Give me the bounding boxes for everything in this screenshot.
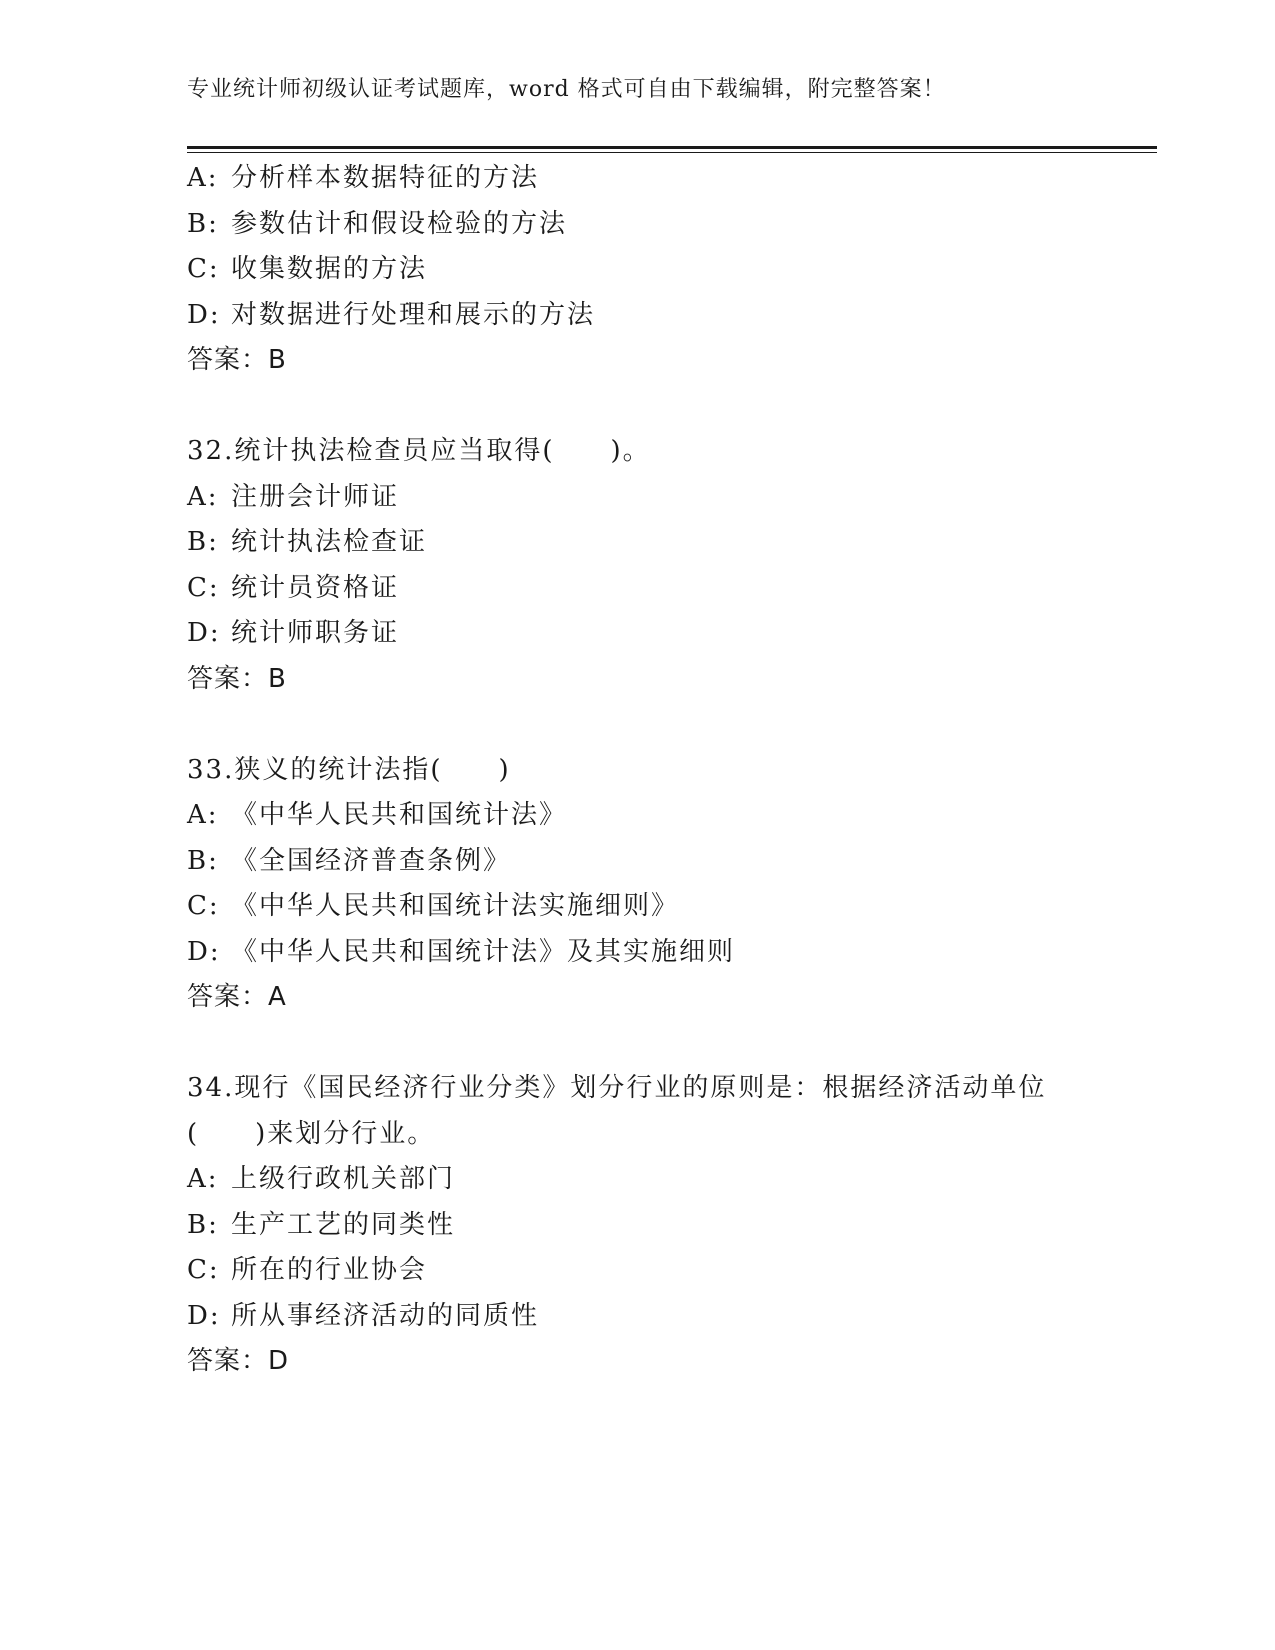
option-a — [187, 793, 1157, 839]
option-b — [187, 1203, 1157, 1249]
option-text: 《中华人民共和国统计法》及其实施细则 — [231, 936, 736, 967]
option-a — [187, 1157, 1157, 1203]
option-text: 《全国经济普查条例》 — [231, 845, 512, 876]
option-key: B: — [187, 845, 219, 876]
option-key: A: — [187, 481, 219, 512]
option-text: 收集数据的方法 — [231, 254, 428, 284]
answer-line: 答案：B — [187, 663, 287, 694]
option-c — [187, 566, 1157, 612]
option-c — [187, 1248, 1157, 1294]
answer-line: 答案：D — [187, 1346, 290, 1376]
option-d — [187, 1294, 1157, 1340]
option-key: A: — [187, 800, 219, 830]
option-key: C: — [187, 891, 220, 921]
option-text: 分析样本数据特征的方法 — [231, 163, 540, 193]
option-a — [187, 475, 1157, 521]
option-text: 参数估计和假设检验的方法 — [231, 208, 568, 239]
option-text: 统计师职务证 — [231, 618, 400, 648]
option-text: 《中华人民共和国统计法》 — [231, 800, 568, 830]
question-text: 33.狭义的统计法指( ) — [187, 754, 511, 785]
block-gap — [187, 384, 1157, 430]
option-c — [187, 884, 1157, 930]
option-key: D: — [187, 299, 221, 330]
question-block — [187, 1066, 1157, 1385]
option-text: 上级行政机关部门 — [231, 1164, 456, 1194]
header-rule-thin — [187, 152, 1157, 153]
question-block — [187, 429, 1157, 702]
question-block — [187, 156, 1157, 384]
option-text: 所在的行业协会 — [231, 1255, 428, 1285]
answer-line: 答案：A — [187, 982, 287, 1012]
option-b — [187, 202, 1157, 248]
question-text: 32.统计执法检查员应当取得( )。 — [187, 436, 651, 466]
option-d — [187, 930, 1157, 976]
option-key: D: — [187, 618, 221, 648]
option-key: B: — [187, 208, 219, 239]
option-key: C: — [187, 254, 220, 284]
option-key: D: — [187, 1300, 221, 1331]
option-a — [187, 156, 1157, 202]
header-rule-thick — [187, 146, 1157, 149]
question-text-continued: ( )来划分行业。 — [187, 1118, 436, 1149]
option-key: B: — [187, 527, 219, 557]
option-key: C: — [187, 1255, 220, 1285]
question-text: 34.现行《国民经济行业分类》划分行业的原则是：根据经济活动单位 — [187, 1073, 1047, 1103]
option-text: 生产工艺的同类性 — [231, 1209, 456, 1240]
option-key: B: — [187, 1209, 219, 1240]
option-d — [187, 293, 1157, 339]
option-text: 统计员资格证 — [231, 572, 400, 603]
option-text: 对数据进行处理和展示的方法 — [231, 299, 596, 330]
option-key: A: — [187, 163, 219, 193]
option-key: A: — [187, 1164, 219, 1194]
option-text: 统计执法检查证 — [231, 527, 428, 557]
option-b — [187, 839, 1157, 885]
question-block — [187, 748, 1157, 1021]
question-list — [187, 156, 1157, 1385]
option-d — [187, 611, 1157, 657]
page-header: 专业统计师初级认证考试题库，word 格式可自由下载编辑，附完整答案！ — [187, 77, 946, 102]
option-text: 《中华人民共和国统计法实施细则》 — [231, 891, 680, 921]
block-gap — [187, 702, 1157, 748]
answer-line: 答案：B — [187, 345, 287, 375]
option-b — [187, 520, 1157, 566]
option-key: C: — [187, 572, 220, 603]
option-text: 所从事经济活动的同质性 — [231, 1300, 540, 1331]
option-c — [187, 247, 1157, 293]
block-gap — [187, 1021, 1157, 1067]
option-key: D: — [187, 936, 221, 967]
option-text: 注册会计师证 — [231, 481, 400, 512]
